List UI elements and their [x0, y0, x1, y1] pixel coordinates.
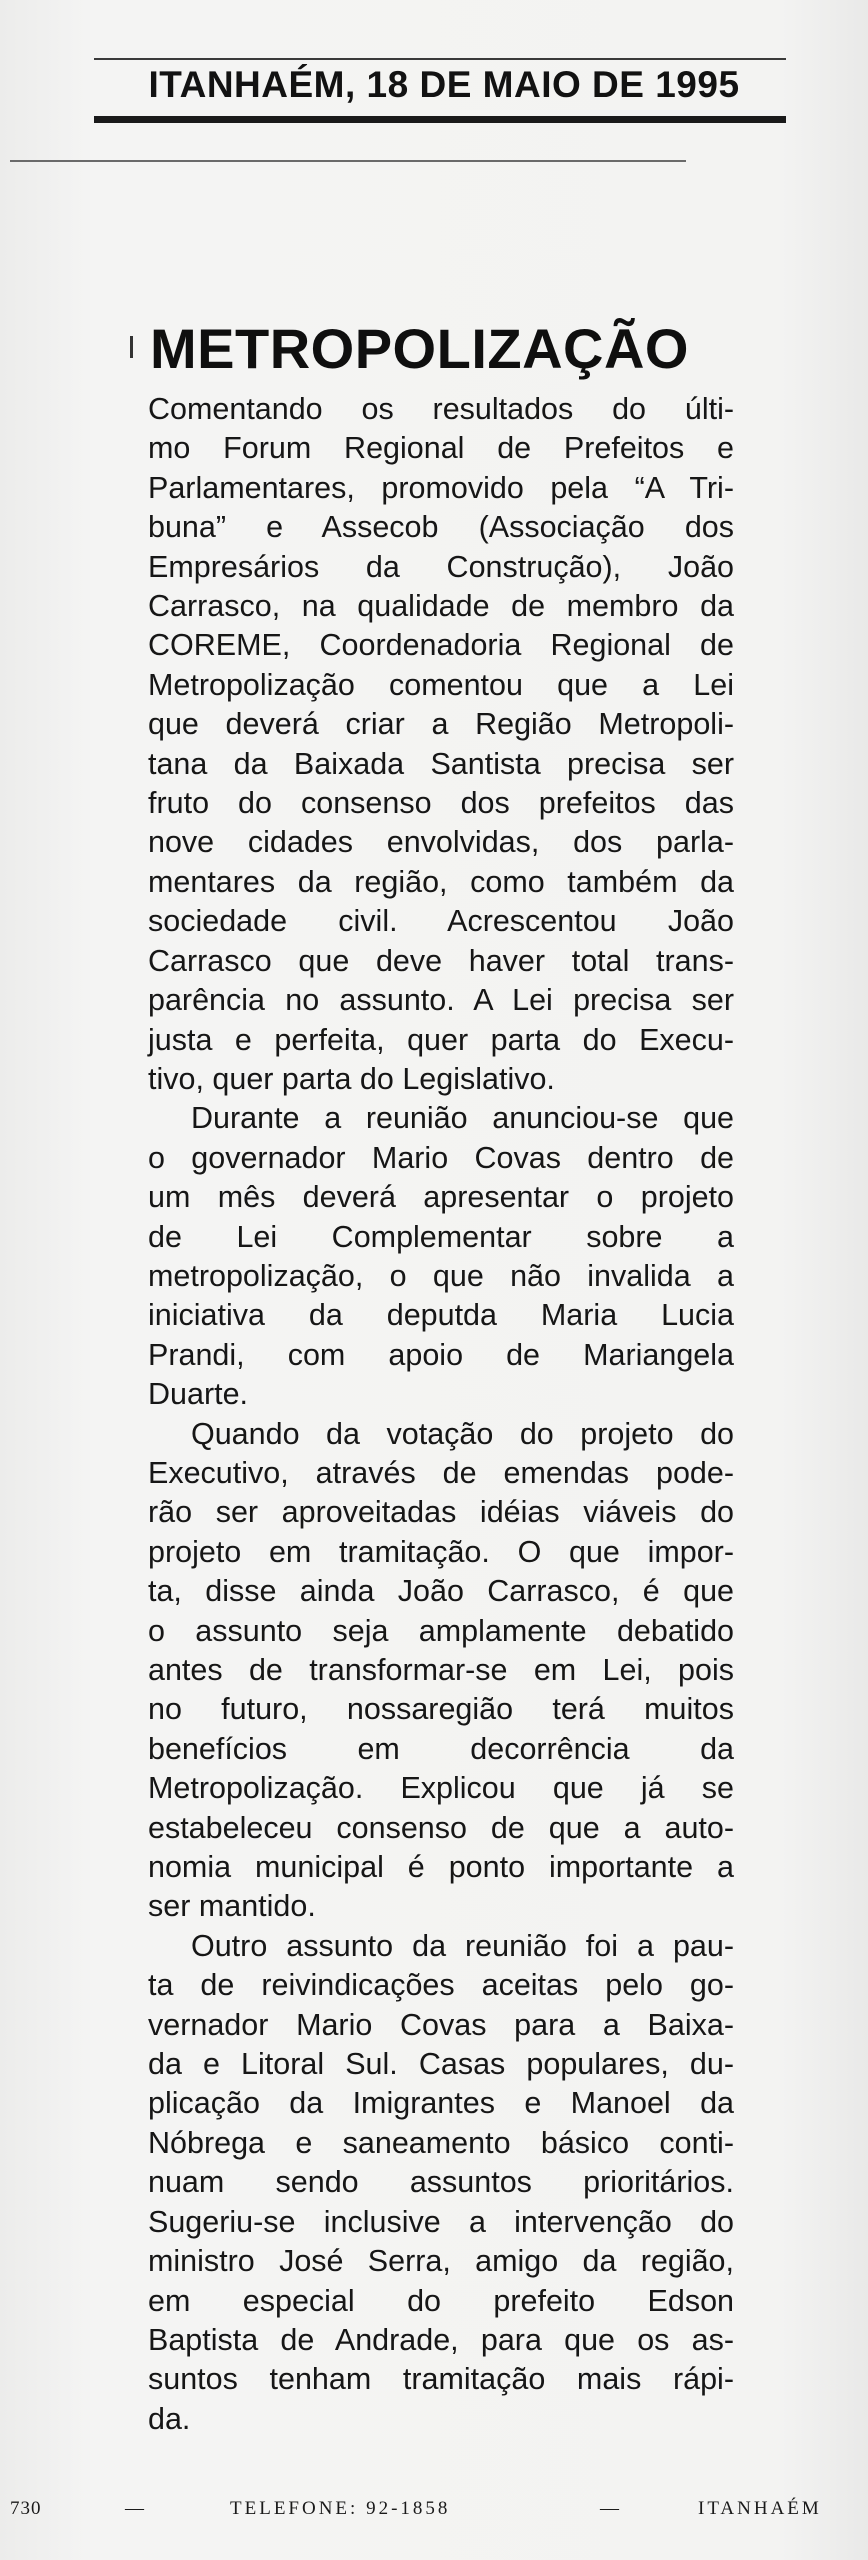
article-line: ministro José Serra, amigo da região, — [148, 2244, 734, 2279]
article-line: justa e perfeita, quer parta do Execu- — [148, 1022, 734, 1057]
article-line: Executivo, através de emendas pode- — [148, 1455, 734, 1490]
article-paragraph — [148, 1927, 734, 2439]
article-line: Baptista de Andrade, para que os as- — [148, 2322, 734, 2357]
article-line: nomia municipal é ponto importante a — [148, 1850, 734, 1885]
article-line: ta, disse ainda João Carrasco, é que — [148, 1574, 734, 1609]
article-line: suntos tenham tramitação mais rápi- — [148, 2362, 734, 2397]
article-headline: METROPOLIZAÇÃO — [150, 317, 689, 380]
article-line: sociedade civil. Acrescentou João — [148, 904, 734, 939]
article-paragraph — [148, 1099, 734, 1414]
footer-separator: — — [600, 2498, 622, 2519]
article-line: parência no assunto. A Lei precisa ser — [148, 983, 734, 1018]
article-line: Duarte. — [148, 1377, 249, 1412]
article-line: da. — [148, 2401, 191, 2436]
footer-phone: TELEFONE: 92-1858 — [230, 2498, 451, 2519]
article-line: iniciativa da deputda Maria Lucia — [148, 1298, 734, 1333]
article-line: rão ser aproveitadas idéias viáveis do — [148, 1495, 734, 1530]
article-line: Metropolização comentou que a Lei — [148, 667, 734, 702]
article-line: Nóbrega e saneamento básico conti- — [148, 2125, 734, 2160]
article-line: plicação da Imigrantes e Manoel da — [148, 2086, 734, 2121]
article-line: Outro assunto da reunião foi a pau- — [191, 1928, 734, 1963]
article-line: o assunto seja amplamente debatido — [148, 1613, 734, 1648]
article-line: tana da Baixada Santista precisa ser — [148, 746, 734, 781]
article-line: Quando da votação do projeto do — [191, 1416, 734, 1451]
footer-separator: — — [125, 2498, 147, 2519]
footer-city: ITANHAÉM — [698, 2498, 822, 2519]
article-line: ser mantido. — [148, 1889, 316, 1924]
article-line: Sugeriu-se inclusive a intervenção do — [148, 2204, 734, 2239]
article-line: benefícios em decorrência da — [148, 1731, 734, 1766]
article-paragraph — [148, 1415, 734, 1927]
headline-mark — [130, 336, 133, 358]
article-line: Comentando os resultados do últi- — [148, 392, 734, 426]
article-line: que deverá criar a Região Metropoli- — [148, 707, 734, 742]
article-line: Carrasco, na qualidade de membro da — [148, 589, 734, 624]
article-line: fruto do consenso dos prefeitos das — [148, 786, 734, 821]
article-line: vernador Mario Covas para a Baixa- — [148, 2007, 734, 2042]
dateline-underline — [10, 160, 686, 162]
article-line: buna” e Assecob (Associação dos — [148, 510, 734, 545]
article-line: um mês deverá apresentar o projeto — [148, 1180, 734, 1215]
article-line: Metropolização. Explicou que já se — [148, 1771, 734, 1806]
page-number: 730 — [10, 2498, 42, 2519]
article-line: estabeleceu consenso de que a auto- — [148, 1810, 734, 1845]
article-line: Durante a reunião anunciou-se que — [191, 1101, 734, 1136]
article-line: Carrasco que deve haver total trans- — [148, 943, 734, 978]
article-line: projeto em tramitação. O que impor- — [148, 1534, 734, 1569]
article-line: Prandi, com apoio de Mariangela — [148, 1337, 734, 1372]
dateline: ITANHAÉM, 18 DE MAIO DE 1995 — [148, 64, 740, 105]
article-line: mentares da região, como também da — [148, 864, 734, 899]
article-body — [148, 390, 734, 2439]
article-line: Parlamentares, promovido pela “A Tri- — [148, 470, 734, 505]
article-line: da e Litoral Sul. Casas populares, du- — [148, 2047, 734, 2082]
article-line: mo Forum Regional de Prefeitos e — [148, 431, 734, 466]
article-line: antes de transformar-se em Lei, pois — [148, 1653, 734, 1687]
article-line: no futuro, nossaregião terá muitos — [148, 1692, 734, 1727]
article-line: tivo, quer parta do Legislativo. — [148, 1061, 555, 1096]
dateline-top-rule — [94, 58, 786, 60]
article-line: o governador Mario Covas dentro de — [148, 1140, 734, 1175]
dateline-bottom-rule — [94, 116, 786, 123]
dateline-banner — [94, 50, 786, 122]
article-line: Empresários da Construção), João — [148, 549, 734, 584]
article-line: COREME, Coordenadoria Regional de — [148, 628, 734, 663]
article-paragraph — [148, 390, 734, 1099]
page-footer — [0, 2498, 868, 2538]
article-line: em especial do prefeito Edson — [148, 2283, 734, 2318]
article-line: metropolização, o que não invalida a — [148, 1258, 734, 1293]
article-line: nuam sendo assuntos prioritários. — [148, 2165, 734, 2200]
article-line: nove cidades envolvidas, dos parla- — [148, 825, 734, 860]
article-line: ta de reivindicações aceitas pelo go- — [148, 1968, 734, 2003]
article-line: de Lei Complementar sobre a — [148, 1219, 734, 1254]
